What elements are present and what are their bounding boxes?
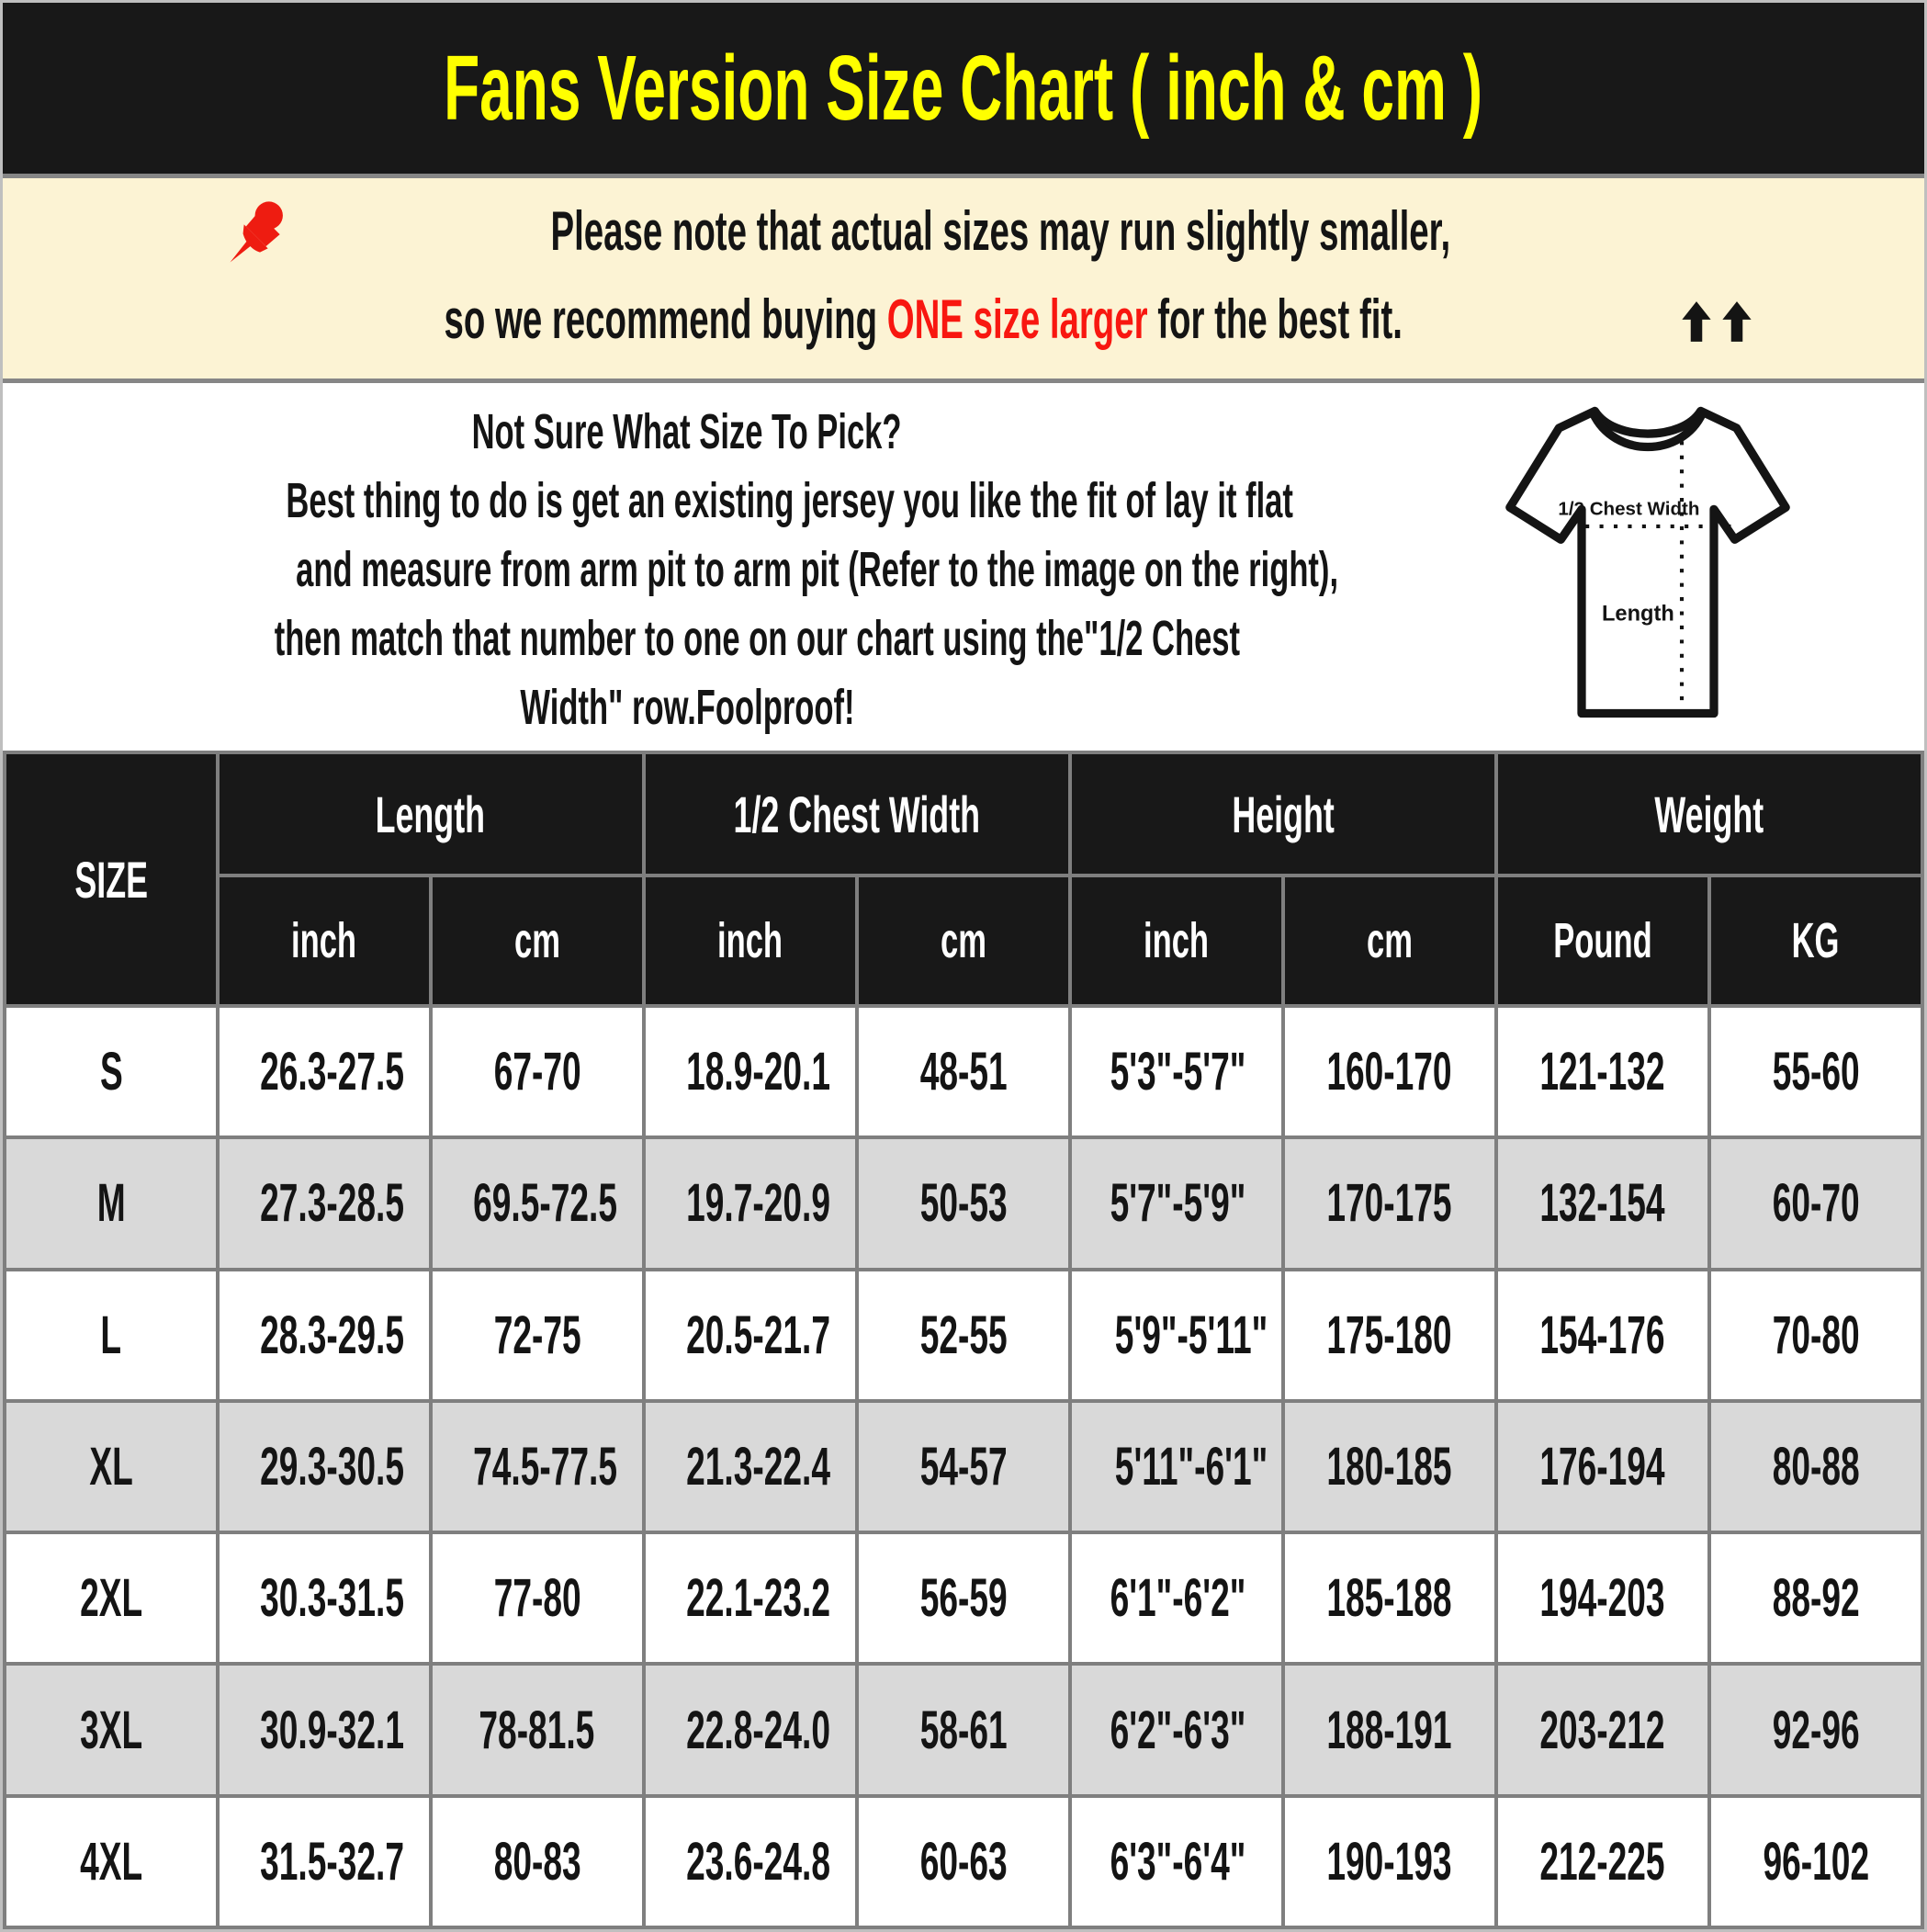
value-cell: 132-154 — [1496, 1137, 1709, 1269]
value-cell: 80-88 — [1709, 1401, 1922, 1532]
value-cell: 88-92 — [1709, 1532, 1922, 1664]
table-row-xl — [5, 1401, 1922, 1532]
value-cell: 58-61 — [857, 1664, 1070, 1795]
value-cell: 176-194 — [1496, 1401, 1709, 1532]
table-row-3xl — [5, 1664, 1922, 1795]
value-cell: 96-102 — [1709, 1796, 1922, 1927]
chest-width-label: 1/2 Chest Width — [1558, 498, 1700, 520]
size-cell: M — [5, 1137, 218, 1269]
value-cell: 170-175 — [1283, 1137, 1496, 1269]
notice-banner — [3, 178, 1924, 378]
value-cell: 60-70 — [1709, 1137, 1922, 1269]
guide-line-2: and measure from arm pit to arm pit (Refer to the image on the right), — [296, 542, 1339, 597]
title-banner — [3, 3, 1924, 174]
table-units-header-row — [5, 876, 1922, 1006]
unit-header-weight-kg: KG — [1709, 876, 1922, 1006]
guide-heading: Not Sure What Size To Pick? — [472, 404, 902, 459]
one-size-larger-highlight: ONE size larger — [886, 288, 1148, 350]
value-cell: 160-170 — [1283, 1006, 1496, 1137]
value-cell: 29.3-30.5 — [218, 1401, 431, 1532]
value-cell: 6'2"-6'3" — [1070, 1664, 1283, 1795]
value-cell: 55-60 — [1709, 1006, 1922, 1137]
value-cell: 121-132 — [1496, 1006, 1709, 1137]
column-header-length: Length — [218, 752, 644, 876]
value-cell: 26.3-27.5 — [218, 1006, 431, 1137]
unit-header-chest-inch: inch — [644, 876, 857, 1006]
value-cell: 212-225 — [1496, 1796, 1709, 1927]
value-cell: 185-188 — [1283, 1532, 1496, 1664]
value-cell: 74.5-77.5 — [431, 1401, 644, 1532]
value-cell: 190-193 — [1283, 1796, 1496, 1927]
value-cell: 22.8-24.0 — [644, 1664, 857, 1795]
value-cell: 70-80 — [1709, 1270, 1922, 1401]
value-cell: 50-53 — [857, 1137, 1070, 1269]
value-cell: 20.5-21.7 — [644, 1270, 857, 1401]
value-cell: 203-212 — [1496, 1664, 1709, 1795]
size-guide-section — [3, 383, 1924, 751]
table-row-l — [5, 1270, 1922, 1401]
value-cell: 27.3-28.5 — [218, 1137, 431, 1269]
guide-line-3: then match that number to one on our chart using the"1/2 Chest — [274, 611, 1241, 666]
red-pushpin-icon — [224, 197, 296, 268]
value-cell: 54-57 — [857, 1401, 1070, 1532]
value-cell: 154-176 — [1496, 1270, 1709, 1401]
value-cell: 31.5-32.7 — [218, 1796, 431, 1927]
unit-header-chest-cm: cm — [857, 876, 1070, 1006]
size-table-section — [3, 751, 1924, 1929]
size-cell: S — [5, 1006, 218, 1137]
notice-text-1: Please note that actual sizes may run slightly smaller, — [550, 200, 1450, 262]
size-table — [3, 751, 1924, 1929]
size-cell: 4XL — [5, 1796, 218, 1927]
unit-header-length-cm: cm — [431, 876, 644, 1006]
column-header-size: SIZE — [5, 752, 218, 1006]
tshirt-icon — [1496, 398, 1799, 729]
value-cell: 28.3-29.5 — [218, 1270, 431, 1401]
value-cell: 5'9"-5'11" — [1070, 1270, 1283, 1401]
unit-header-weight-pound: Pound — [1496, 876, 1709, 1006]
up-arrow-icon — [1681, 299, 1712, 344]
value-cell: 19.7-20.9 — [644, 1137, 857, 1269]
unit-header-height-inch: inch — [1070, 876, 1283, 1006]
size-cell: 2XL — [5, 1532, 218, 1664]
value-cell: 180-185 — [1283, 1401, 1496, 1532]
column-header-height: Height — [1070, 752, 1496, 876]
value-cell: 6'3"-6'4" — [1070, 1796, 1283, 1927]
value-cell: 80-83 — [431, 1796, 644, 1927]
value-cell: 188-191 — [1283, 1664, 1496, 1795]
notice-line-2 — [3, 276, 1924, 364]
size-cell: 3XL — [5, 1664, 218, 1795]
value-cell: 48-51 — [857, 1006, 1070, 1137]
unit-header-length-inch: inch — [218, 876, 431, 1006]
table-row-m — [5, 1137, 1922, 1269]
value-cell: 5'11"-6'1" — [1070, 1401, 1283, 1532]
value-cell: 194-203 — [1496, 1532, 1709, 1664]
unit-header-height-cm: cm — [1283, 876, 1496, 1006]
column-header-weight: Weight — [1496, 752, 1922, 876]
value-cell: 5'3"-5'7" — [1070, 1006, 1283, 1137]
size-cell: XL — [5, 1401, 218, 1532]
column-header-chest-width: 1/2 Chest Width — [644, 752, 1070, 876]
guide-line-1: Best thing to do is get an existing jersey you like the fit of lay it flat — [286, 473, 1293, 528]
value-cell: 23.6-24.8 — [644, 1796, 857, 1927]
value-cell: 92-96 — [1709, 1664, 1922, 1795]
guide-line-4: Width" row.Foolproof! — [519, 680, 855, 735]
value-cell: 52-55 — [857, 1270, 1070, 1401]
length-label: Length — [1602, 602, 1674, 627]
value-cell: 69.5-72.5 — [431, 1137, 644, 1269]
table-row-4xl — [5, 1796, 1922, 1927]
value-cell: 18.9-20.1 — [644, 1006, 857, 1137]
notice-text-2: so we recommend buying ONE size larger for the best fit. — [444, 288, 1403, 350]
value-cell: 175-180 — [1283, 1270, 1496, 1401]
page-title: Fans Version Size Chart ( inch & cm ) — [444, 36, 1483, 140]
size-cell: L — [5, 1270, 218, 1401]
table-group-header-row — [5, 752, 1922, 876]
value-cell: 6'1"-6'2" — [1070, 1532, 1283, 1664]
table-row-2xl — [5, 1532, 1922, 1664]
value-cell: 56-59 — [857, 1532, 1070, 1664]
value-cell: 21.3-22.4 — [644, 1401, 857, 1532]
value-cell: 72-75 — [431, 1270, 644, 1401]
value-cell: 30.9-32.1 — [218, 1664, 431, 1795]
value-cell: 22.1-23.2 — [644, 1532, 857, 1664]
value-cell: 30.3-31.5 — [218, 1532, 431, 1664]
notice-line-1 — [3, 187, 1924, 276]
tshirt-measure-diagram — [1371, 383, 1924, 751]
table-row-s — [5, 1006, 1922, 1137]
value-cell: 78-81.5 — [431, 1664, 644, 1795]
up-arrow-icon — [1721, 299, 1752, 344]
value-cell: 60-63 — [857, 1796, 1070, 1927]
value-cell: 77-80 — [431, 1532, 644, 1664]
size-guide-text — [3, 383, 1371, 751]
value-cell: 67-70 — [431, 1006, 644, 1137]
value-cell: 5'7"-5'9" — [1070, 1137, 1283, 1269]
